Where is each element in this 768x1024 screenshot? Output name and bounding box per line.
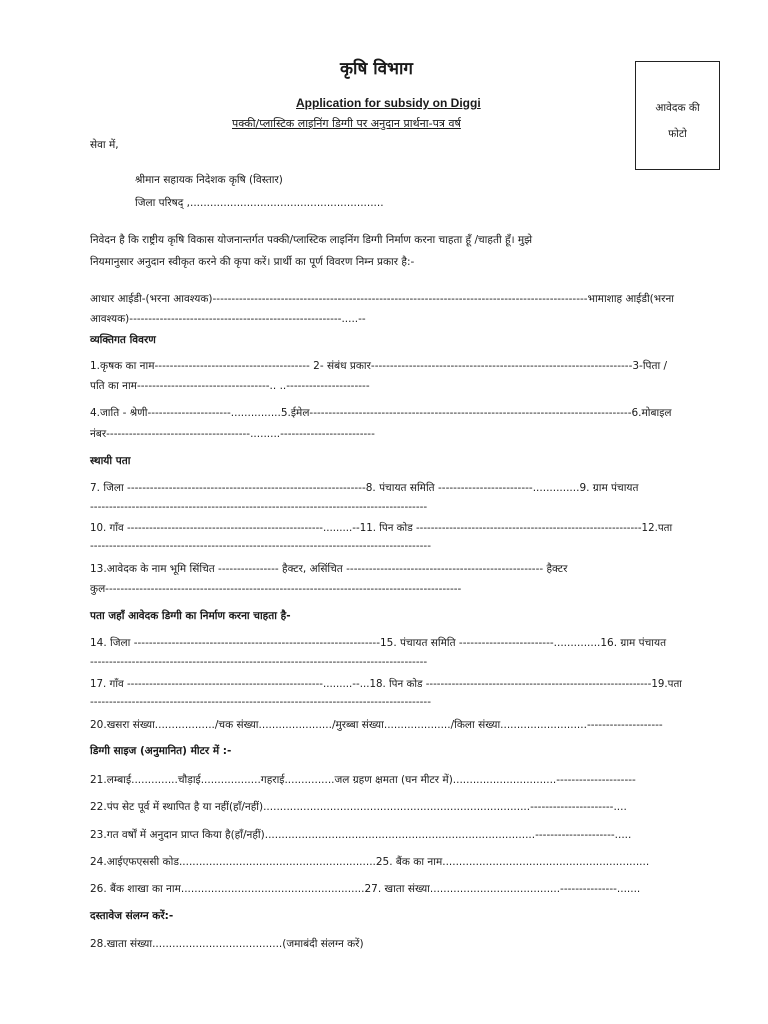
section-personal-details: व्यक्तिगत विवरण — [90, 334, 156, 346]
section-diggi-size: डिग्गी साइज (अनुमानित) मीटर में :- — [90, 745, 232, 757]
field-address[interactable]: ------------------------------------------------------------------------------------------ — [90, 540, 431, 552]
field-diggi-district[interactable]: 14. जिला -----------------------------------------------------------------15. पंचायत समिति -------------------------..............16. ग्राम पंचायत — [90, 637, 667, 649]
field-account-number[interactable]: 28.खाता संख्या.......................................(जमाबंदी संलग्न करें) — [90, 938, 364, 950]
field-village[interactable]: 10. गाँव -----------------------------------------------------.........--11. पिन कोड -------------------------------------------------------------12.पता — [90, 522, 673, 534]
page-title: कृषि विभाग — [340, 59, 413, 79]
field-ifsc-bank-name[interactable]: 24.आईएफएससी कोड...........................................................25. बैंक का नाम.............................................................. — [90, 856, 650, 868]
field-diggi-address[interactable]: ------------------------------------------------------------------------------------------ — [90, 696, 431, 708]
field-branch-account[interactable]: 26. बैंक शाखा का नाम.......................................................27. खाता संख्या.......................................---------------....... — [90, 883, 641, 895]
field-farmer-name[interactable]: 1.कृषक का नाम----------------------------------------- 2- संबंध प्रकार---------------------------------------------------------------------3-पिता / — [90, 360, 668, 372]
field-gram-panchayat[interactable]: ----------------------------------------------------------------------------------------- — [90, 501, 428, 513]
photo-box-label-2: फोटो — [668, 128, 687, 140]
salutation: सेवा में, — [90, 139, 119, 151]
aadhaar-field-2[interactable]: आवश्यक)--------------------------------------------------------.....-- — [90, 313, 366, 325]
section-documents: दस्तावेज संलग्न करें:- — [90, 910, 174, 922]
field-pump-set[interactable]: 22.पंप सेट पूर्व में स्थापित है या नहीं(हाँ/नहीं)................................................................................----------------------.... — [90, 801, 627, 813]
addressee-officer: श्रीमान सहायक निदेशक कृषि (विस्तार) — [135, 174, 283, 186]
field-father-husband-name[interactable]: पति का नाम-----------------------------------.. ..---------------------- — [90, 380, 370, 392]
field-dimensions[interactable]: 21.लम्बाई..............चौड़ाई..................गहराई...............जल ग्रहण क्षमता (घन मीटर में)...............................--------------------- — [90, 774, 636, 786]
field-mobile-number[interactable]: नंबर--------------------------------------.........------------------------- — [90, 428, 375, 440]
field-khasra-number[interactable]: 20.खसरा संख्या................../चक संख्या....................../मुरब्बा संख्या..................../किला संख्या..........................-------------------- — [90, 719, 663, 731]
field-district[interactable]: 7. जिला ---------------------------------------------------------------8. पंचायत समिति -------------------------..............9. ग्राम पंचायत — [90, 482, 639, 494]
section-permanent-address: स्थायी पता — [90, 455, 131, 467]
aadhaar-field[interactable]: आधार आईडी-(भरना आवश्यक)---------------------------------------------------------------------------------------------------भामाशाह आईडी(भरना — [90, 293, 674, 305]
intro-text-2: नियमानुसार अनुदान स्वीकृत करने की कृपा करें। प्रार्थी का पूर्ण विवरण निम्न प्रकार है:- — [90, 256, 415, 268]
photo-box-label: आवेदक की — [655, 102, 700, 114]
form-subtitle-english: Application for subsidy on Diggi — [296, 96, 481, 110]
section-diggi-address: पता जहाँ आवेदक डिग्गी का निर्माण करना चाहता है- — [90, 610, 291, 622]
intro-text: निवेदन है कि राष्ट्रीय कृषि विकास योजनान्तर्गत पक्की/प्लास्टिक लाइनिंग डिग्गी निर्माण करना चाहता हूँ /चाहती हूँ। मुझे — [90, 234, 533, 246]
field-diggi-gram-panchayat[interactable]: ----------------------------------------------------------------------------------------- — [90, 656, 428, 668]
field-previous-subsidy[interactable]: 23.गत वर्षों में अनुदान प्राप्त किया है(हाँ/नहीं).................................................................................---------------------..... — [90, 829, 632, 841]
field-caste-email[interactable]: 4.जाति - श्रेणी----------------------...............5.ईमेल-------------------------------------------------------------------------------------6.मोबाइल — [90, 407, 672, 419]
form-subtitle-hindi: पक्की/प्लास्टिक लाइनिंग डिग्गी पर अनुदान प्रार्थना-पत्र वर्ष — [232, 117, 461, 130]
applicant-photo-box[interactable] — [635, 61, 720, 170]
field-diggi-village[interactable]: 17. गाँव -----------------------------------------------------.........--...18. पिन कोड -------------------------------------------------------------19.पता — [90, 678, 682, 690]
addressee-office: जिला परिषद् ,.......................................................... — [135, 197, 384, 209]
field-land-area[interactable]: 13.आवेदक के नाम भूमि सिंचित ---------------- हैक्टर, असिंचित ---------------------------------------------------- हैक्टर — [90, 563, 568, 575]
field-total-area[interactable]: कुल---------------------------------------------------------------------------------------------- — [90, 583, 462, 595]
